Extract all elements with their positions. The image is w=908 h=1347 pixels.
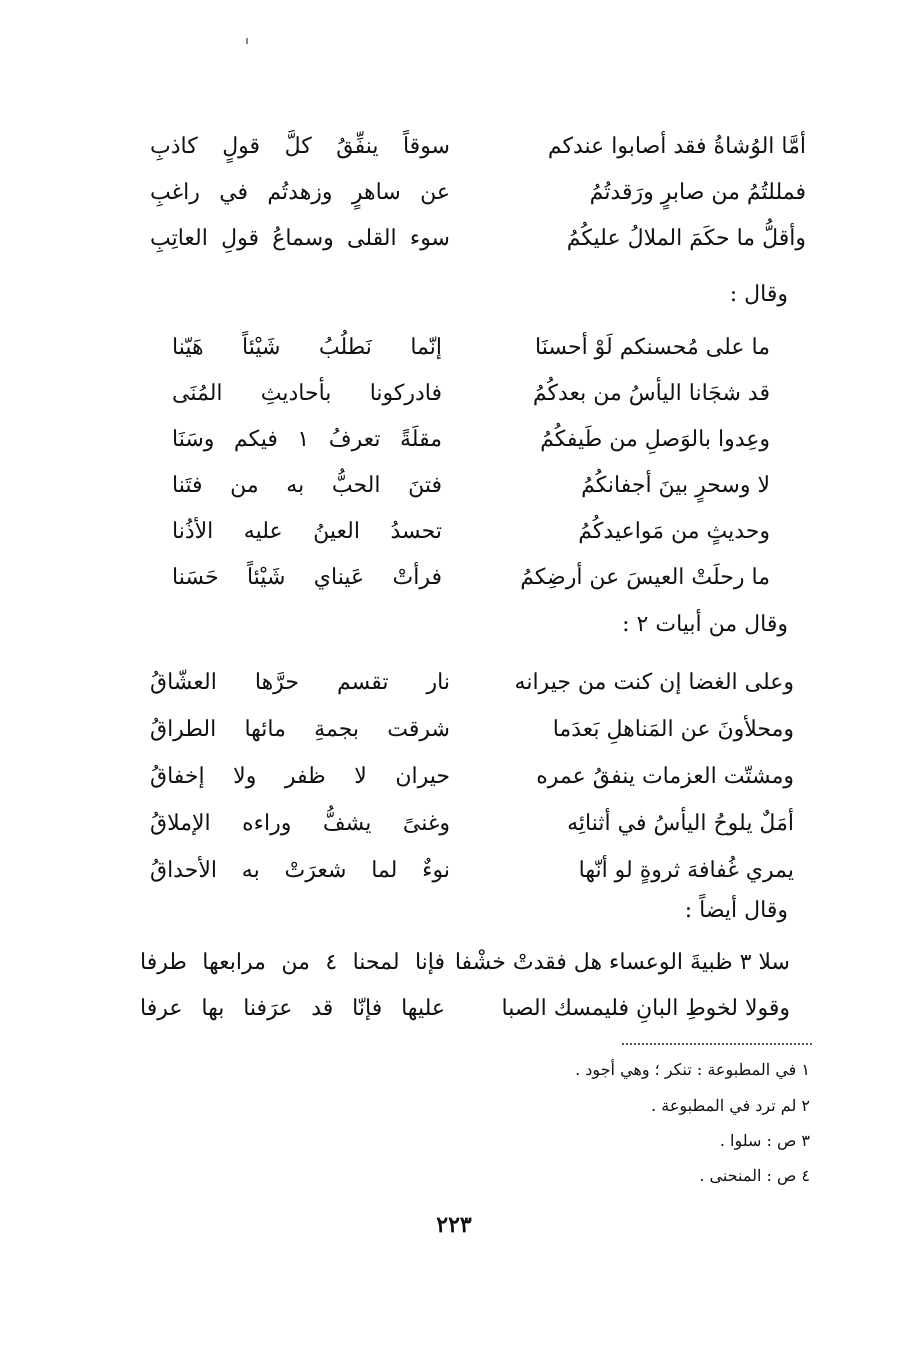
second-hemistich: حيران لا ظفر ولا إخفاقُ (150, 764, 450, 789)
second-hemistich: عليها فإنّا قد عرَفنا بها عرفا (140, 996, 445, 1021)
first-hemistich: ومحلأونَ عن المَناهلِ بَعدَما (552, 717, 794, 742)
footnote: ١ في المطبوعة : تنكر ؛ وهي أجود . (575, 1060, 810, 1079)
verse-line (150, 216, 806, 262)
second-hemistich: مقلَةً تعرفُ ١ فيكم وسَنَا (172, 427, 442, 452)
second-hemistich: فإنا لمحنا ٤ من مرابعها طرفا (140, 950, 446, 975)
verse-line (150, 660, 794, 706)
first-hemistich: وأقلُّ ما حكَمَ الملالُ عليكُمُ (566, 226, 806, 251)
first-hemistich: وعِدوا بالوَصلِ من طَيفكُمُ (540, 427, 770, 452)
section-intro: وقال من أبيات ٢ : (622, 612, 788, 637)
verse-line (150, 801, 794, 847)
second-hemistich: عن ساهرٍ وزهدتُم في راغبِ (150, 180, 450, 205)
first-hemistich: لا وسحرٍ بينَ أجفانكُمُ (581, 473, 770, 498)
verse-line (172, 555, 770, 601)
verse-line (140, 986, 790, 1032)
first-hemistich: ما رحلَتْ العيسَ عن أرضِكمُ (520, 565, 770, 590)
section-intro: وقال : (729, 282, 788, 307)
first-hemistich: ومشتّت العزمات ينفقُ عمره (536, 764, 794, 789)
footnote: ٤ ص : المنحنى . (699, 1166, 810, 1185)
first-hemistich: أمَّا الوُشاةُ فقد أصابوا عندكم (547, 134, 806, 159)
verse-line (172, 509, 770, 555)
second-hemistich: نوءٌ لما شعرَتْ به الأحداقُ (150, 858, 450, 883)
first-hemistich: سلا ٣ ظبيةَ الوعساء هل فقدتْ خشْفا (454, 950, 790, 975)
scan-mark (246, 38, 248, 44)
second-hemistich: فرأتْ عَيناي شَيْئاً حَسَنا (172, 565, 442, 590)
second-hemistich: تحسدُ العينُ عليه الأذُنا (172, 519, 442, 544)
first-hemistich: وعلى الغضا إن كنت من جيرانه (514, 670, 794, 695)
page-number: ٢٢٣ (436, 1212, 472, 1238)
verse-line (150, 124, 806, 170)
verse-line (172, 325, 770, 371)
first-hemistich: أمَلٌ يلوحُ اليأسُ في أثنائِه (567, 811, 794, 836)
verse-line (150, 848, 794, 894)
first-hemistich: قد شجَانا اليأسُ من بعدكُمُ (532, 381, 770, 406)
section-intro: وقال أيضاً : (684, 898, 788, 923)
first-hemistich: وقولا لخوطِ البانِ فليمسك الصبا (501, 996, 790, 1021)
first-hemistich: ما على مُحسنكم لَوْ أحسنَا (535, 335, 770, 360)
verse-line (150, 707, 794, 753)
footnote: ٣ ص : سلوا . (719, 1131, 810, 1150)
verse-line (150, 754, 794, 800)
footnote-separator (622, 1043, 812, 1045)
verse-line (150, 170, 806, 216)
first-hemistich: يمري غُفافهَ ثروةٍ لو أنّها (578, 858, 794, 883)
verse-line (172, 417, 770, 463)
first-hemistich: فمللتُمُ من صابرٍ ورَقدتُمُ (589, 180, 806, 205)
second-hemistich: وغنىً يشفُّ وراءه الإملاقُ (150, 811, 450, 836)
second-hemistich: نار تقسم حرَّها العشّاقُ (150, 670, 450, 695)
footnote: ٢ لم ترد في المطبوعة . (651, 1096, 810, 1115)
second-hemistich: فادركونا بأحاديثِ المُنَى (172, 381, 442, 406)
verse-line (172, 463, 770, 509)
second-hemistich: فتنَ الحبُّ به من فتَنا (172, 473, 442, 498)
verse-line (140, 940, 790, 986)
verse-line (172, 371, 770, 417)
second-hemistich: سوقاً ينفِّقُ كلَّ قولٍ كاذبِ (150, 134, 450, 159)
first-hemistich: وحديثٍ من مَواعيدكُمُ (578, 519, 770, 544)
second-hemistich: سوء القلى وسماعُ قولِ العاتِبِ (150, 226, 450, 251)
second-hemistich: شرقت بجمةِ مائها الطراقُ (150, 717, 450, 742)
second-hemistich: إنّما نَطلُبُ شَيْئاً هَيّنا (172, 335, 442, 360)
